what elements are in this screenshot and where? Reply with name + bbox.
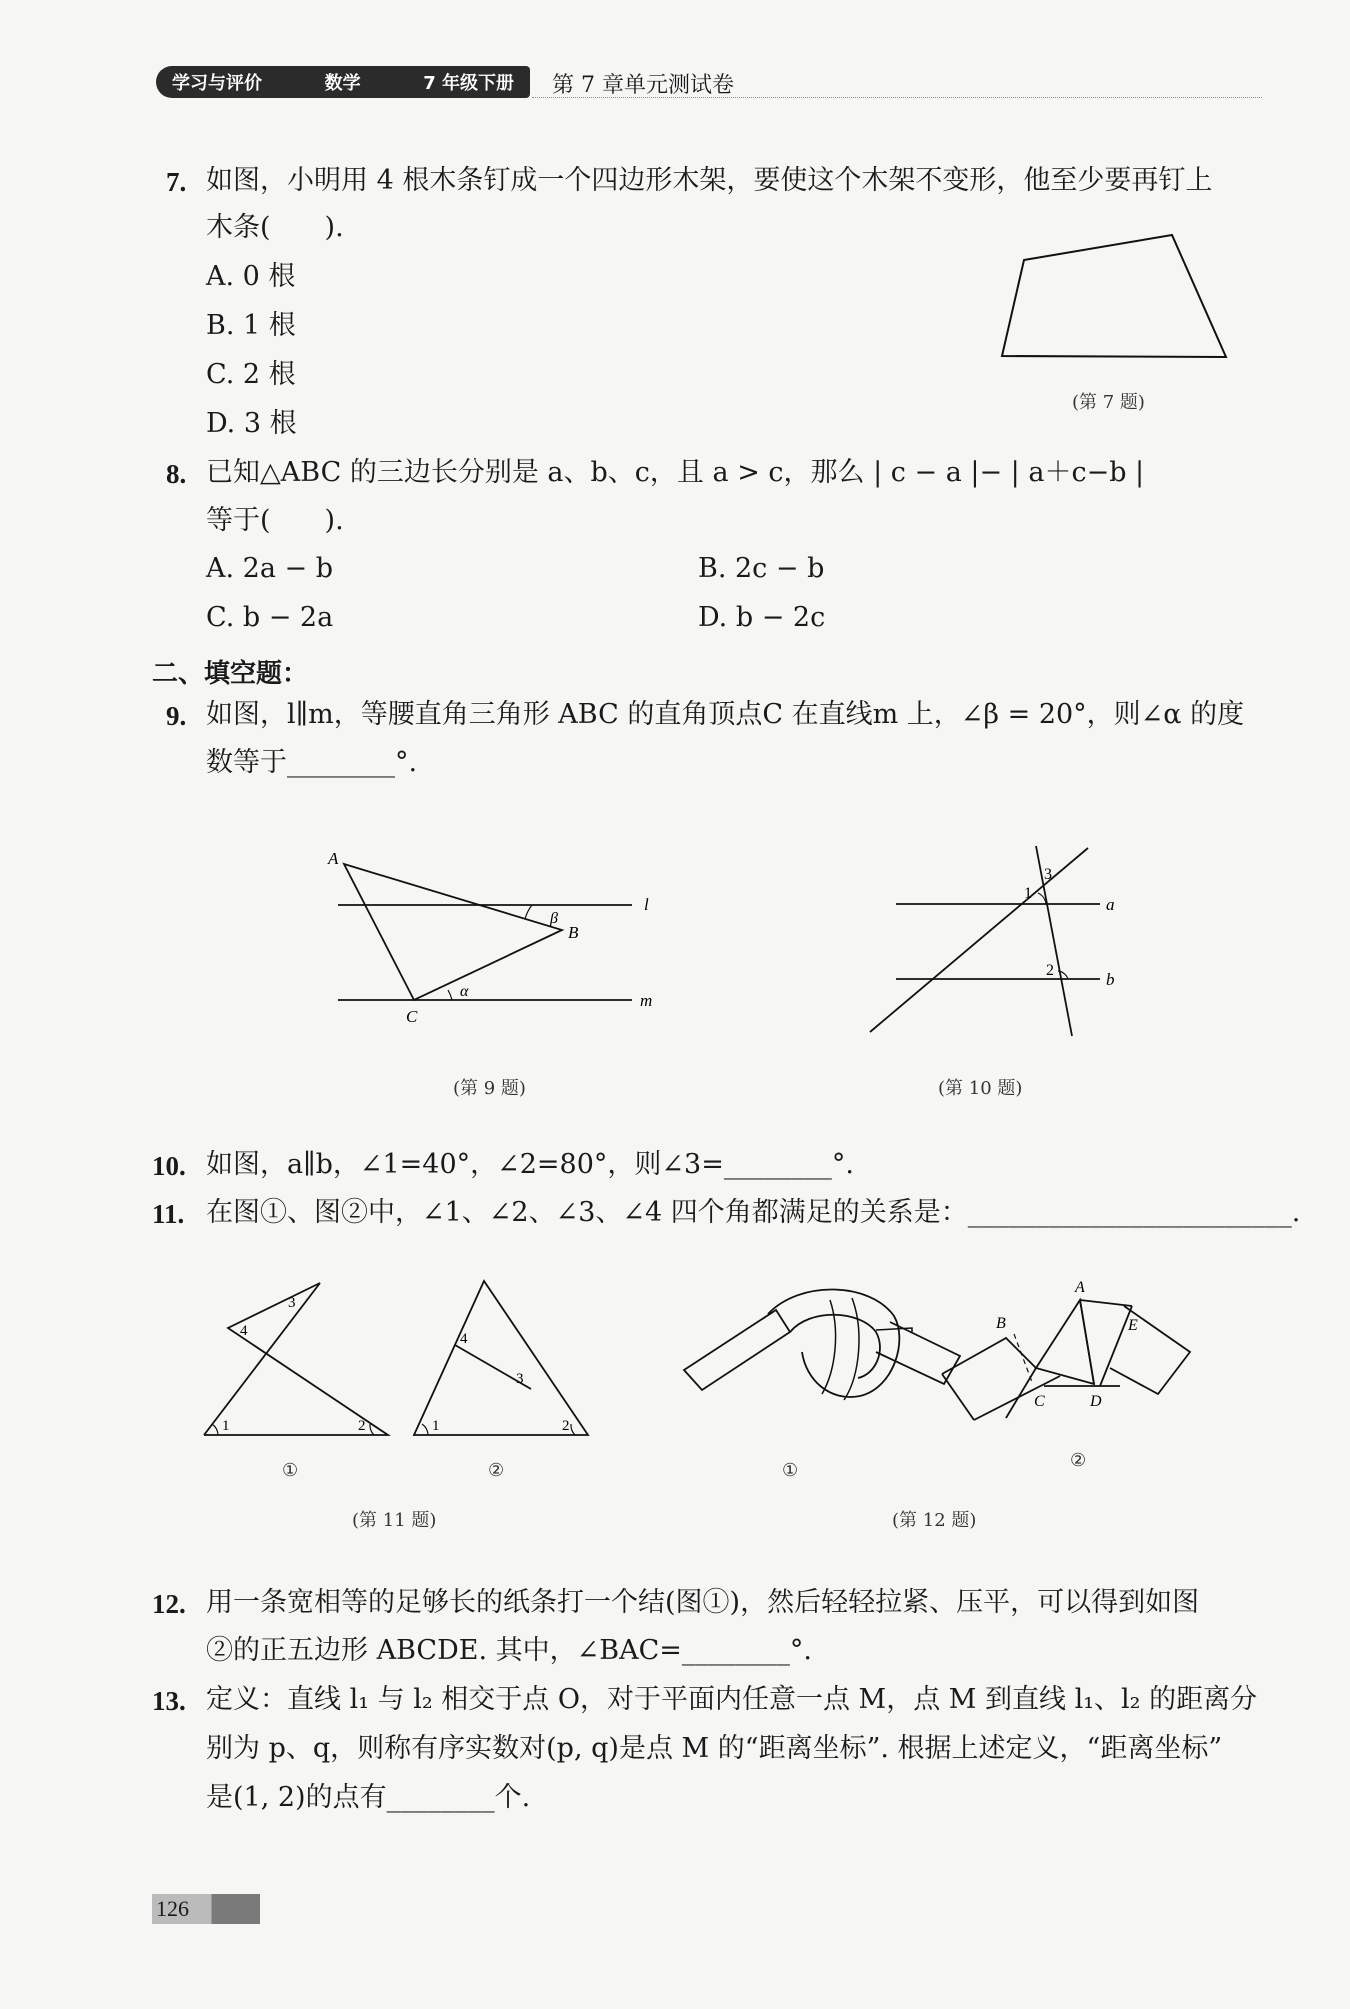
q8-option-a: A. 2a − b [206,553,334,584]
q9-triangle-figure [320,840,660,1030]
q11-fig2-marker: ② [488,1460,505,1481]
q12-caption: (第 12 题) [892,1510,977,1531]
q12-number: 12. [152,1589,186,1619]
q9-label-m: m [640,991,653,1010]
q10-caption: (第 10 题) [938,1078,1023,1099]
q10-label-a: a [1106,895,1115,914]
q12-fig1-marker: ① [782,1460,799,1481]
q9-caption: (第 9 题) [453,1078,526,1099]
q7-option-b: B. 1 根 [206,310,296,341]
q8-option-b: B. 2c − b [698,553,825,584]
q9-label-c: C [406,1007,418,1026]
q11-fig1-label-1: 1 [222,1418,230,1434]
header-divider [532,97,1262,98]
q13-line3: 是(1, 2)的点有________个. [206,1782,531,1813]
header-chapter: 第 7 章单元测试卷 [552,73,734,98]
q9-label-alpha: α [460,983,469,1000]
q11-fig2-label-3: 3 [516,1371,524,1387]
q7-quadrilateral-figure [1000,225,1240,365]
q7-option-d: D. 3 根 [206,408,297,439]
header-subject: 数学 [324,73,361,94]
q12-knot-figures [680,1270,1210,1460]
q10-text: 如图，a∥b，∠1=40°，∠2=80°，则∠3=________°. [206,1149,854,1180]
header-grade: 7 年级下册 [423,73,514,94]
q10-label-1: 1 [1024,885,1032,902]
q11-fig1-label-2: 2 [358,1418,366,1434]
q9-label-a: A [328,849,339,868]
q12-line1: 用一条宽相等的足够长的纸条打一个结(图①)，然后轻轻拉紧、压平，可以得到如图 [206,1587,1200,1618]
q8-line1: 已知△ABC 的三边长分别是 a、b、c，且 a > c，那么 | c − a |− | a＋c−b | [206,457,1145,488]
q8-option-d: D. b − 2c [698,602,826,633]
q11-fig1-label-4: 4 [240,1323,248,1339]
q11-fig1-label-3: 3 [288,1295,296,1311]
q7-number: 7. [166,167,187,197]
q9-line2: 数等于________°. [206,747,418,778]
q10-parallel-lines-figure [860,840,1130,1040]
q10-label-3: 3 [1044,866,1052,883]
q11-text: 在图①、图②中，∠1、∠2、∠3、∠4 四个角都满足的关系是：________________________. [206,1197,1301,1228]
q9-line1: 如图，l∥m，等腰直角三角形 ABC 的直角顶点C 在直线m 上，∠β = 20°，则∠α 的度 [206,699,1245,730]
q7-option-c: C. 2 根 [206,359,296,390]
section-fill-in-title: 二、填空题： [152,659,309,689]
q12-fig2-marker: ② [1070,1450,1087,1471]
q11-fig2-label-1: 1 [432,1418,440,1434]
q11-caption: (第 11 题) [352,1510,437,1531]
q11-angle-figures [198,1275,598,1450]
q13-number: 13. [152,1686,186,1716]
q10-number: 10. [152,1151,186,1181]
q7-line2: 木条( ). [206,212,344,243]
q8-option-c: C. b − 2a [206,602,334,633]
q9-label-beta: β [550,910,558,927]
q12-label-a: A [1075,1279,1085,1296]
page-number: 126 [152,1894,260,1924]
q12-label-e: E [1128,1317,1138,1334]
q13-line1: 定义：直线 l₁ 与 l₂ 相交于点 O，对于平面内任意一点 M，点 M 到直线 l₁、l₂ 的距离分 [206,1684,1258,1715]
header-book-badge [156,66,530,98]
q12-label-b: B [996,1315,1006,1332]
q9-label-b: B [568,923,579,942]
q13-line2: 别为 p、q，则称有序实数对(p, q)是点 M 的“距离坐标”. 根据上述定义，“距离坐标” [206,1733,1223,1764]
q7-caption: (第 7 题) [1072,392,1145,413]
q9-number: 9. [166,701,187,731]
q11-fig1-marker: ① [282,1460,299,1481]
q8-line2: 等于( ). [206,505,344,536]
q7-line1: 如图，小明用 4 根木条钉成一个四边形木架，要使这个木架不变形，他至少要再钉上 [206,165,1213,196]
q11-number: 11. [152,1199,185,1229]
q10-label-b: b [1106,970,1115,989]
q12-line2: ②的正五边形 ABCDE. 其中，∠BAC=________°. [206,1635,812,1666]
q8-number: 8. [166,459,187,489]
q11-fig2-label-4: 4 [460,1331,468,1347]
q12-label-c: C [1034,1393,1045,1410]
header-book: 学习与评价 [172,73,262,94]
q10-label-2: 2 [1046,962,1054,979]
q11-fig2-label-2: 2 [562,1418,570,1434]
q12-label-d: D [1090,1393,1102,1410]
q7-option-a: A. 0 根 [206,261,296,292]
q9-label-l: l [644,895,649,914]
